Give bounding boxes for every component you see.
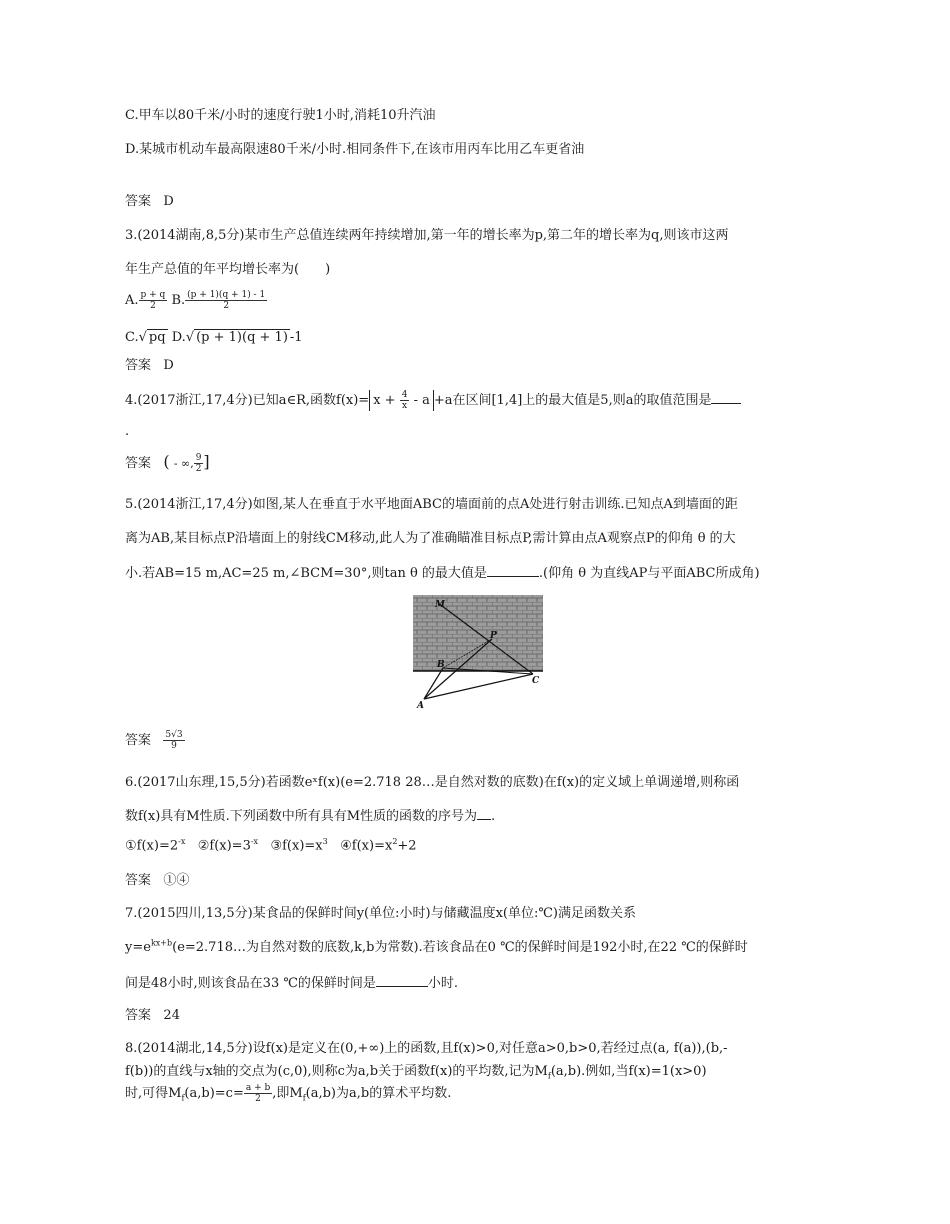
q5-line3 <box>125 562 760 581</box>
q5-line3-pre: 小.若AB=15 m,AC=25 m,∠BCM=30°,则tan θ 的最大值是 <box>125 566 487 581</box>
q8-line3-sub: f <box>181 1093 185 1103</box>
q8-line3 <box>125 1082 451 1104</box>
answer-value: D <box>163 194 174 209</box>
q8-line3-sub2: f <box>302 1093 306 1103</box>
q4-abs-tail: - a <box>413 393 430 408</box>
answer-6 <box>125 869 189 888</box>
q3-options-cd <box>125 330 303 345</box>
q4-fraction <box>400 390 410 411</box>
q3-line1: 3.(2014湖南,8,5分)某市生产总值连续两年持续增加,第一年的增长率为p,第二年的增长率为q,则该市这两 <box>125 228 729 243</box>
q3-b-prefix: B. <box>171 293 186 308</box>
q3-b-num: (p + 1)(q + 1) - 1 <box>187 290 266 300</box>
answer-value: 24 <box>163 1008 180 1023</box>
q4-post: +a在区间[1,4]上的最大值是5,则a的取值范围是 <box>433 393 712 408</box>
q6-line1: 6.(2017山东理,15,5分)若函数eˣf(x)(e=2.718 28…是自然对数的底数)在f(x)的定义域上单调递增,则称函 <box>125 775 740 790</box>
q5-line1: 5.(2014浙江,17,4分)如图,某人在垂直于水平地面ABC的墙面前的点A处进行射击训练.已知点A到墙面的距 <box>125 497 738 512</box>
q3-b-fraction <box>185 290 267 311</box>
q3-d-tail: -1 <box>289 330 303 345</box>
q6-options <box>125 837 417 853</box>
label-b: B <box>437 660 445 670</box>
sqrt-icon: √ <box>185 330 195 345</box>
label-p: P <box>490 631 497 641</box>
q6-opt2-sup: -x <box>250 837 259 846</box>
q6-opt3: ③f(x)=x <box>270 838 323 854</box>
q8-line2-sub: f <box>547 1071 551 1081</box>
q4-frac-den: x <box>402 401 408 411</box>
ans4-fraction <box>194 453 204 474</box>
q3-line2: 年生产总值的年平均增长率为( ) <box>125 262 331 277</box>
line-option-c: C.甲车以80千米/小时的速度行驶1小时,消耗10升汽油 <box>125 108 436 123</box>
answer-5 <box>125 729 185 751</box>
q5-line3-post: .(仰角 θ 为直线AP与平面ABC所成角) <box>538 566 760 581</box>
q6-opt4: ④f(x)=x <box>340 838 393 854</box>
label-c: C <box>532 676 540 686</box>
answer-2 <box>125 190 174 209</box>
q7-line1: 7.(2015四川,13,5分)某食品的保鲜时间y(单位:小时)与储藏温度x(单位:℃)满足函数关系 <box>125 906 636 921</box>
q5-line2: 离为AB,某目标点P沿墙面上的射线CM移动,此人为了准确瞄准目标点P,需计算由点A观察点P的仰角 θ 的大 <box>125 531 736 546</box>
answer-blank <box>376 974 428 987</box>
q6-line2-pre: 数f(x)具有M性质.下列函数中所有具有M性质的函数的序号为 <box>125 809 478 824</box>
answer-value: D <box>163 358 174 373</box>
q6-opt2: ②f(x)=3 <box>197 838 251 854</box>
answer-blank <box>711 391 741 404</box>
answer-label: 答案 <box>125 733 152 748</box>
q6-line2-post: . <box>491 809 496 824</box>
answer-label: 答案 <box>125 358 152 373</box>
q3-options-ab <box>125 290 267 311</box>
answer-4 <box>125 452 210 474</box>
answer-label: 答案 <box>125 456 152 471</box>
q7-line3-pre: 间是48小时,则该食品在33 ℃的保鲜时间是 <box>125 976 376 991</box>
q7-line2-pre: y=e <box>125 940 151 955</box>
line-option-d: D.某城市机动车最高限速80千米/小时.相同条件下,在该市用丙车比用乙车更省油 <box>125 142 585 157</box>
q7-line3 <box>125 972 458 991</box>
answer-7 <box>125 1004 180 1023</box>
sqrt-icon: √ <box>138 330 147 345</box>
q7-line2-sup: kx+b <box>150 938 173 948</box>
q8-line2-pre: f(b))的直线与x轴的交点为(c,0),则称c为a,b关于函数f(x)的平均数,记为M <box>125 1064 548 1079</box>
q6-opt1-sup: -x <box>178 837 186 846</box>
q4-frac-num: 4 <box>401 390 408 400</box>
ans4-close: ] <box>203 452 210 471</box>
answer-value: ①④ <box>163 873 190 888</box>
segment-ac <box>424 674 533 699</box>
q6-opt1: ①f(x)=2 <box>125 838 179 854</box>
q4-line2: . <box>125 424 130 439</box>
segment-ab <box>424 668 443 699</box>
answer-label: 答案 <box>125 873 152 888</box>
q6-line2 <box>125 805 495 824</box>
q8-line3-mid: (a,b)=c= <box>184 1086 244 1101</box>
answer-3 <box>125 354 174 373</box>
q8-line3-post: (a,b)为a,b的算术平均数. <box>305 1086 452 1101</box>
q4-line1 <box>125 389 741 411</box>
q8-line3-mid2: ,即M <box>272 1086 303 1101</box>
abs-value <box>369 390 434 411</box>
ans5-fraction <box>163 730 184 751</box>
answer-label: 答案 <box>125 1008 152 1023</box>
q8-frac-num: a + b <box>245 1083 271 1093</box>
ans5-num: 5√3 <box>165 730 183 740</box>
ans4-num: 9 <box>195 453 202 463</box>
q8-line3-pre: 时,可得M <box>125 1086 182 1101</box>
answer-blank <box>487 564 539 577</box>
q3-a-fraction <box>139 290 168 311</box>
q3-c-radicand: pq <box>148 330 166 345</box>
q4-abs-x: x + <box>373 393 396 408</box>
q3-a-num: p + q <box>140 290 166 300</box>
q3-a-den: 2 <box>150 301 156 311</box>
q8-fraction <box>244 1083 272 1104</box>
q7-line3-post: 小时. <box>427 976 459 991</box>
q6-opt4-tail: +2 <box>397 838 417 854</box>
label-m: M <box>435 600 445 610</box>
q6-opt3-sup: 3 <box>322 837 328 846</box>
q3-a-prefix: A. <box>125 293 139 308</box>
q6-opt4-sup: 2 <box>392 837 398 846</box>
ans4-mid: - ∞, <box>173 457 194 470</box>
ans5-den: 9 <box>171 741 177 751</box>
q8-frac-den: 2 <box>255 1094 261 1104</box>
label-a: A <box>417 701 424 711</box>
q8-line2 <box>125 1060 707 1081</box>
q8-line2-post: (a,b).例如,当f(x)=1(x>0) <box>550 1064 707 1079</box>
answer-label: 答案 <box>125 194 152 209</box>
answer-blank <box>477 807 491 820</box>
q7-line2-post: (e=2.718…为自然对数的底数,k,b为常数).若该食品在0 ℃的保鲜时间是192小时,在22 ℃的保鲜时 <box>172 940 748 955</box>
q3-b-den: 2 <box>223 301 230 311</box>
q3-d-radicand: (p + 1)(q + 1) <box>196 330 288 345</box>
ans4-den: 2 <box>195 464 202 474</box>
q8-line1: 8.(2014湖北,14,5分)设f(x)是定义在(0,+∞)上的函数,且f(x)>0,对任意a>0,b>0,若经过点(a, f(a)),(b,- <box>125 1041 728 1056</box>
q3-c-prefix: C. <box>125 330 139 345</box>
q3-d-prefix: D. <box>171 330 186 345</box>
q7-line2 <box>125 936 748 955</box>
geometry-figure <box>412 594 548 712</box>
q4-pre: 4.(2017浙江,17,4分)已知a∈R,函数f(x)= <box>125 393 370 408</box>
ans4-open: ( <box>163 452 170 471</box>
